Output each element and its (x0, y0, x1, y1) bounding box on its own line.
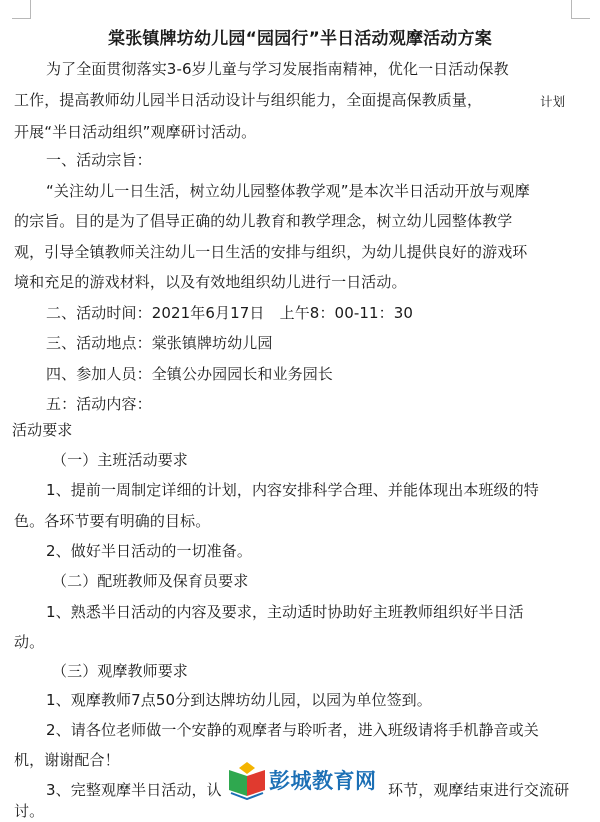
crop-mark-top-left (12, 0, 31, 19)
watermark-text: 彭城教育网 (269, 769, 377, 793)
requirements-heading: 活动要求 (12, 421, 73, 439)
req-3-3-line-1-end: 环节，观摩结束进行交流研 (388, 781, 570, 799)
req-2-1-line-1: 1、熟悉半日活动的内容及要求，主动适时协助好主班教师组织好半日活 (46, 603, 524, 621)
purpose-line-4: 境和充足的游戏材料，以及有效地组织幼儿进行一日活动。 (14, 273, 407, 291)
req-3-3-line-2: 讨。 (14, 802, 45, 820)
sub-heading-2: （二）配班教师及保育员要求 (52, 572, 249, 590)
crop-mark-top-right (571, 0, 590, 19)
purpose-line-1: “关注幼儿一日生活，树立幼儿园整体教学观”是本次半日活动开放与观摩 (46, 182, 530, 200)
section-4-participants: 四、参加人员：全镇公办园园长和业务园长 (46, 365, 333, 383)
req-2-1-line-2: 动。 (14, 633, 45, 651)
document-title: 棠张镇牌坊幼儿园“园园行”半日活动观摩活动方案 (108, 29, 492, 49)
section-1-heading: 一、活动宗旨： (46, 151, 152, 169)
section-2-time: 二、活动时间：2021年6月17日 上午8：00-11：30 (46, 304, 414, 322)
req-3-1: 1、观摩教师7点50分到达牌坊幼儿园，以园为单位签到。 (46, 691, 432, 709)
intro-line-1: 为了全面贯彻落实3-6岁儿童与学习发展指南精神，优化一日活动保教 (46, 60, 509, 78)
intro-line-3: 开展“半日活动组织”观摩研讨活动。 (14, 123, 257, 141)
section-3-location: 三、活动地点：棠张镇牌坊幼儿园 (46, 334, 273, 352)
watermark-logo (225, 760, 415, 800)
req-1-1-line-2: 色。各环节要有明确的目标。 (14, 512, 211, 530)
intro-line-2: 工作，提高教师幼儿园半日活动设计与组织能力，全面提高保教质量， (14, 91, 483, 109)
intro-line-2-tail: 计划 (540, 94, 566, 109)
req-1-2: 2、做好半日活动的一切准备。 (46, 542, 252, 560)
req-3-3-line-1-start: 3、完整观摩半日活动，认 (46, 781, 222, 799)
sub-heading-3: （三）观摩教师要求 (52, 662, 188, 680)
req-3-2-line-2: 机，谢谢配合！ (14, 751, 120, 769)
purpose-line-2: 的宗旨。目的是为了倡导正确的幼儿教育和教学理念，树立幼儿园整体教学 (14, 212, 513, 230)
purpose-line-3: 观，引导全镇教师关注幼儿一日生活的安排与组织，为幼儿提供良好的游戏环 (14, 243, 528, 261)
section-5-content: 五：活动内容： (46, 395, 152, 413)
book-icon (225, 760, 269, 800)
req-3-2-line-1: 2、请各位老师做一个安静的观摩者与聆听者，进入班级请将手机静音或关 (46, 721, 539, 739)
req-1-1-line-1: 1、提前一周制定详细的计划，内容安排科学合理、并能体现出本班级的特 (46, 481, 539, 499)
sub-heading-1: （一）主班活动要求 (52, 451, 188, 469)
